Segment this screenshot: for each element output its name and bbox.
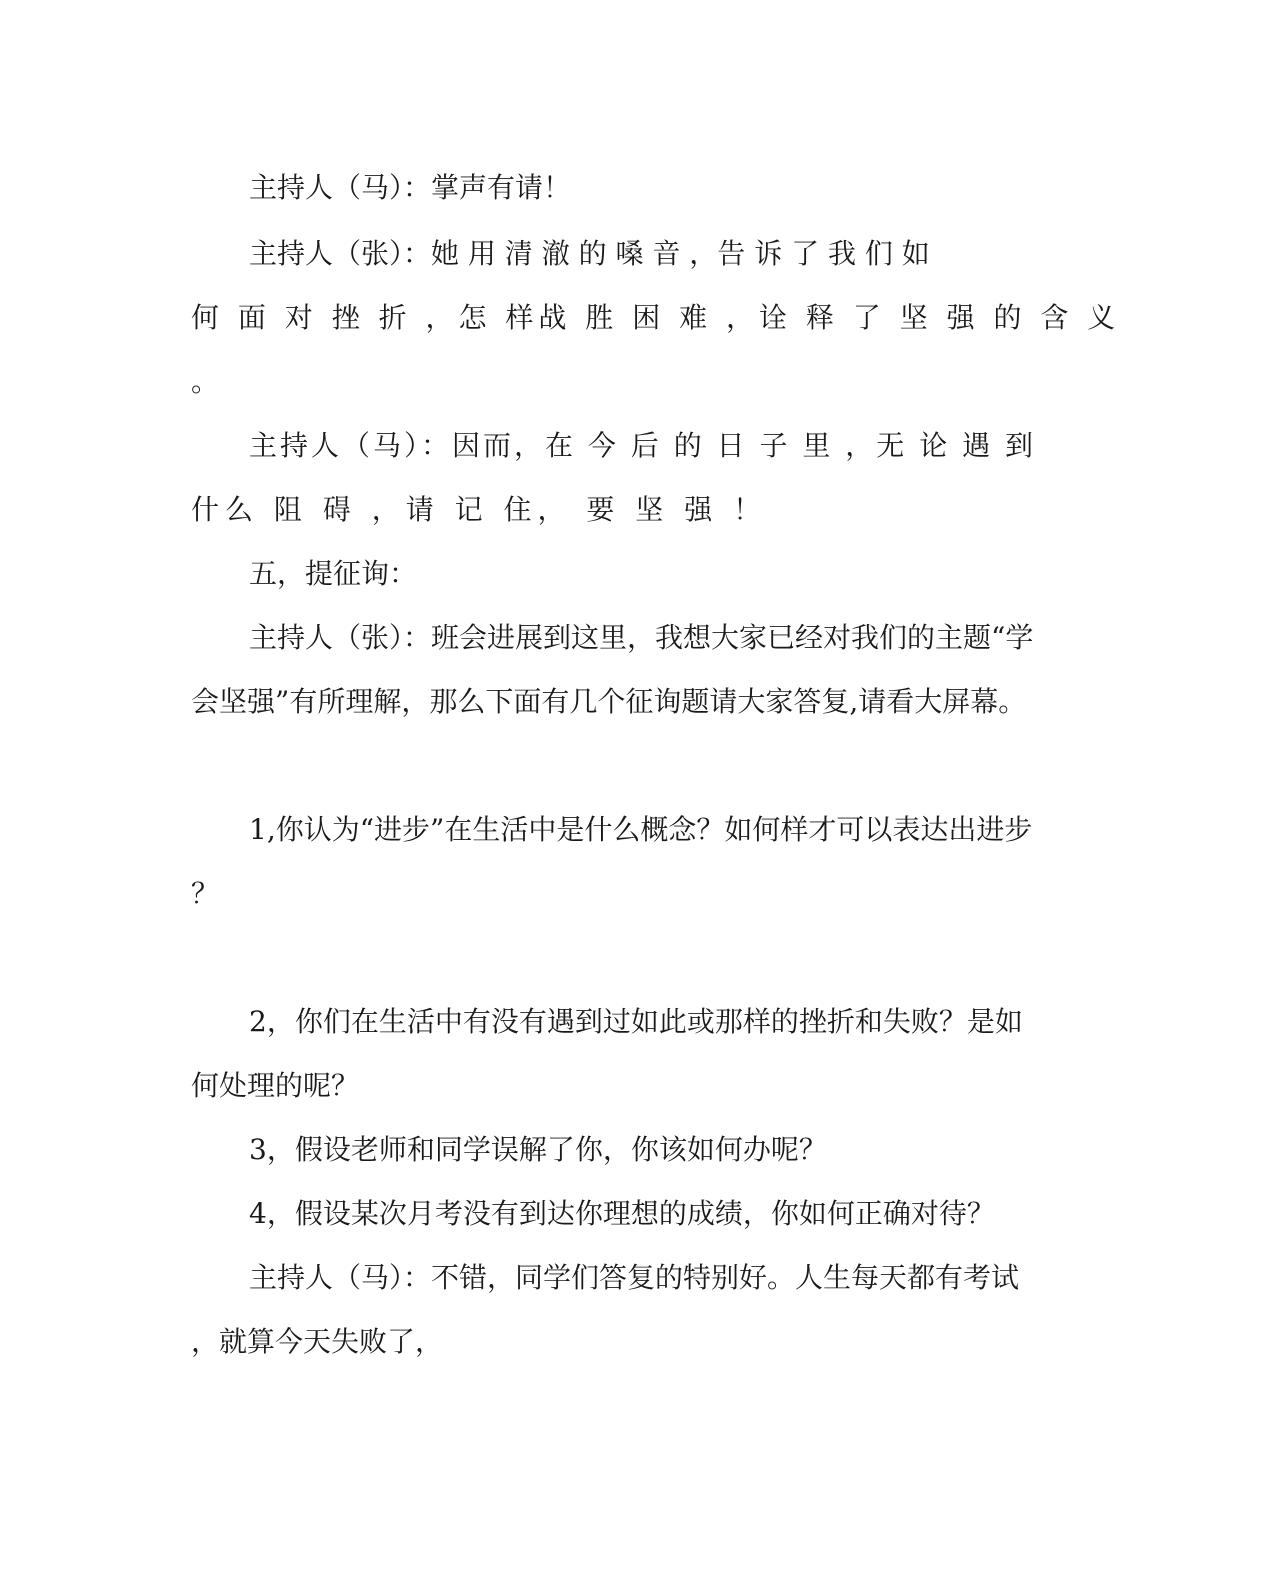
text-line-8: 主持人（张）：班会进展到这里，我想大家已经对我们的主题“学 <box>249 621 1034 654</box>
text-line-17: ，就算今天失败了， <box>191 1325 444 1358</box>
text-line-9: 会坚强”有所理解，那么下面有几个征询题请大家答复,请看大屏幕。 <box>191 685 1027 718</box>
text-line-15: 4，假设某次月考没有到达你理想的成绩，你如何正确对待？ <box>249 1197 995 1230</box>
text-line-12: 2，你们在生活中有没有遇到过如此或那样的挫折和失败？是如 <box>249 1005 1023 1038</box>
text-line-6: 什么 阻 碍 ，请 记 住， 要 坚 强 ！ <box>191 493 768 526</box>
text-line-11: ？ <box>191 877 220 910</box>
text-line-14: 3，假设老师和同学误解了你，你该如何办呢？ <box>249 1133 827 1166</box>
text-line-10: 1,你认为“进步”在生活中是什么概念？如何样才可以表达出进步 <box>249 813 1033 846</box>
text-line-16: 主持人（马）：不错，同学们答复的特别好。人生每天都有考试 <box>249 1261 1020 1294</box>
text-line-13: 何处理的呢？ <box>191 1069 360 1102</box>
text-line-3: 何 面 对 挫 折 ，怎 样战 胜 困 难 ，诠 释 了 坚 强 的 含 义 <box>191 301 1121 334</box>
text-line-7: 五，提征询： <box>249 557 418 590</box>
text-line-1: 主持人（马）：掌声有请！ <box>249 171 572 204</box>
text-line-5: 主持人（马）：因而，在 今 后 的 日 子 里 ，无 论 遇 到 <box>249 429 1037 462</box>
text-line-2: 主持人（张）：她 用 清 澈 的 嗓 音 ，告 诉 了 我 们 如 <box>249 237 930 270</box>
text-line-4: 。 <box>191 365 220 398</box>
